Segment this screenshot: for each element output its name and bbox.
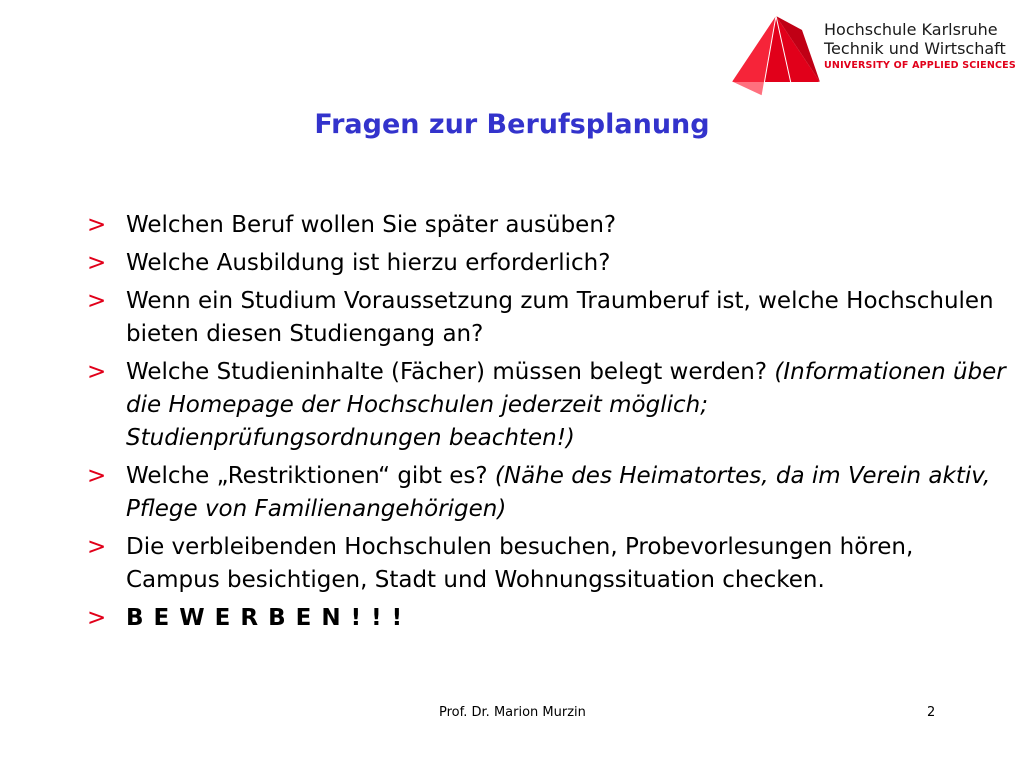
bullet-marker: > [87,463,107,489]
bullet-item [87,285,1007,351]
bullet-item [87,247,1007,280]
bullet-item [87,209,1007,242]
bullet-text: Welche Ausbildung ist hierzu erforderlich? [126,250,611,276]
bullet-item [87,602,1007,635]
bullet-item [87,531,1007,597]
bullet-item [87,460,1007,526]
logo-triangle-icon [732,16,820,96]
bullet-note: (Informationen über die Homepage der Hochschulen jederzeit möglich; Studienprüfungsordnungen beachten!) [126,359,1006,451]
bullet-text: Wenn ein Studium Voraussetzung zum Traumberuf ist, welche Hochschulen bieten diesen Studiengang an? [126,288,994,347]
bullet-marker: > [87,212,107,238]
bullet-text: Die verbleibenden Hochschulen besuchen, Probevorlesungen hören, Campus besichtigen, Stadt und Wohnungssituation checken. [126,534,914,593]
logo-line-name: Hochschule Karlsruhe [824,20,998,39]
bullet-item [87,356,1007,455]
bullet-text: Welchen Beruf wollen Sie später ausüben? [126,212,617,238]
bullet-marker: > [87,250,107,276]
logo-wordmark [824,20,1014,74]
bullet-marker: > [87,605,107,631]
bullet-marker: > [87,534,107,560]
bullet-text-emphasis: B E W E R B E N ! ! ! [126,605,404,631]
logo-line-tagline: UNIVERSITY OF APPLIED SCIENCES [824,60,1016,71]
bullet-note: (Nähe des Heimatortes, da im Verein aktiv, Pflege von Familienangehörigen) [126,463,991,522]
footer-author: Prof. Dr. Marion Murzin [439,705,586,720]
university-logo [732,16,1016,96]
logo-line-subname: Technik und Wirtschaft [824,39,1006,58]
bullet-text: Welche Studieninhalte (Fächer) müssen belegt werden? [126,359,768,385]
bullet-marker: > [87,359,107,385]
slide-title: Fragen zur Berufsplanung [314,109,710,140]
bullet-marker: > [87,288,107,314]
bullet-text: Welche „Restriktionen“ gibt es? [126,463,488,489]
bullet-list [87,209,1007,640]
page-number: 2 [927,705,936,720]
